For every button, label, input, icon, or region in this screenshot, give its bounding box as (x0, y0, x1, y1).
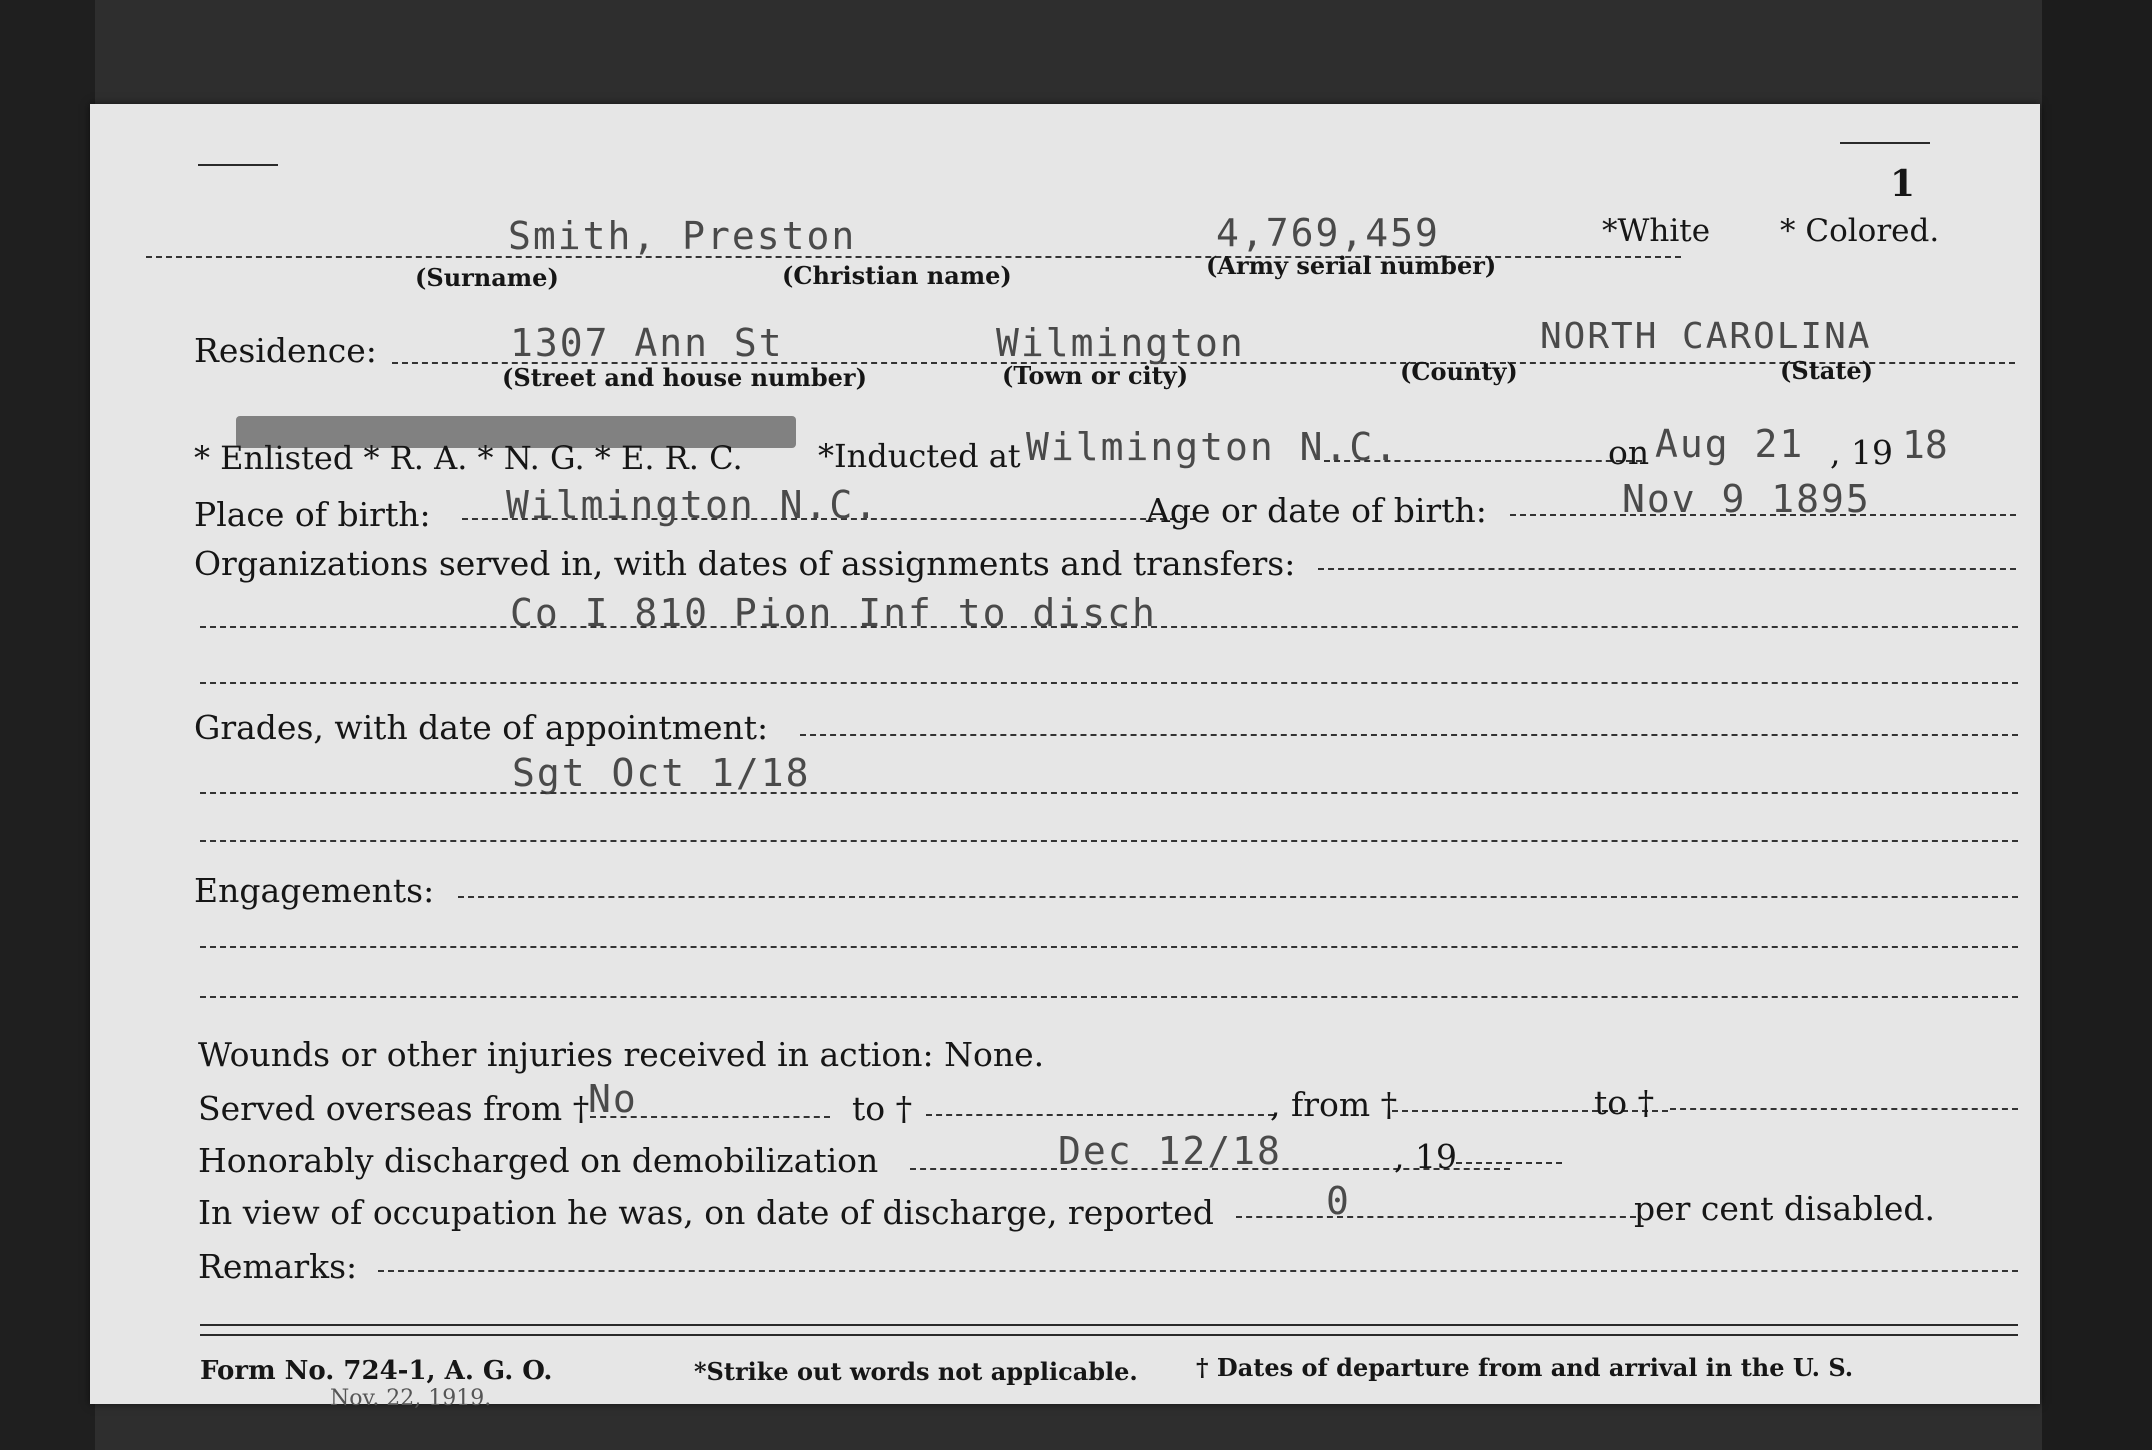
overseas-to2-line (1670, 1108, 2018, 1110)
induction-on-label: on (1608, 433, 1650, 472)
engagements-line-3 (200, 996, 2018, 998)
overseas-to2-label: to † (1594, 1083, 1655, 1122)
scan-border-right (2042, 0, 2152, 1450)
birthdate-value: Nov 9 1895 (1622, 477, 1871, 521)
discharge-year-label: , 19 (1394, 1137, 1457, 1176)
overseas-to-line (926, 1114, 1274, 1116)
organizations-line-3 (200, 682, 2018, 684)
induction-place-line (1324, 460, 1642, 462)
grades-line-2 (200, 792, 2018, 794)
grades-line-3 (200, 840, 2018, 842)
engagements-line-1 (458, 896, 2018, 898)
overseas-from-line (590, 1116, 830, 1118)
race-colored: * Colored. (1780, 213, 1940, 249)
serial-caption: (Army serial number) (1206, 251, 1497, 280)
grades-value: Sgt Oct 1/18 (512, 751, 811, 795)
birthdate-label: Age or date of birth: (1146, 491, 1487, 530)
race-white: *White (1602, 213, 1711, 249)
discharge-value: Dec 12/18 (1058, 1129, 1282, 1173)
discharge-year-line (1456, 1162, 1562, 1164)
organizations-label: Organizations served in, with dates of assignments and transfers: (194, 544, 1296, 583)
service-record-card (90, 104, 2040, 1411)
discharge-label: Honorably discharged on demobilization (198, 1141, 879, 1180)
corner-mark-left (198, 164, 278, 166)
surname-caption: (Surname) (415, 263, 559, 292)
birthplace-value: Wilmington N.C. (506, 483, 880, 527)
form-number: Form No. 724-1, A. G. O. (200, 1356, 553, 1386)
town-caption: (Town or city) (1002, 361, 1189, 390)
overseas-from-label: Served overseas from † (198, 1089, 590, 1128)
name-value: Smith, Preston (508, 214, 857, 258)
engagements-label: Engagements: (194, 871, 435, 910)
inducted-label: *Inducted at (818, 437, 1021, 475)
overseas-from-value: No (588, 1077, 638, 1121)
induction-year-prefix: , 19 (1830, 433, 1893, 472)
residence-town: Wilmington (996, 321, 1245, 365)
form-date: Nov. 22, 1919. (330, 1386, 492, 1411)
grades-label: Grades, with date of appointment: (194, 708, 769, 747)
residence-state: NORTH CAROLINA (1540, 316, 1872, 357)
induction-place: Wilmington N.C. (1026, 425, 1400, 469)
disability-value: 0 (1326, 1179, 1351, 1223)
footer-rule (200, 1334, 2018, 1336)
overseas-to-label: to † (852, 1089, 913, 1128)
remarks-line-2 (200, 1324, 2018, 1326)
organizations-line-2 (200, 626, 2018, 628)
remarks-line-1 (378, 1270, 2018, 1272)
disability-line (1236, 1216, 1636, 1218)
enlisted-options: * Enlisted * R. A. * N. G. * E. R. C. (194, 439, 743, 477)
county-caption: (County) (1400, 357, 1518, 386)
birthplace-label: Place of birth: (194, 495, 431, 534)
state-caption: (State) (1780, 356, 1874, 385)
serial-value: 4,769,459 (1216, 211, 1440, 255)
remarks-label: Remarks: (198, 1247, 358, 1286)
scan-border-left (0, 0, 95, 1450)
dates-note: † Dates of departure from and arrival in the U. S. (1196, 1353, 1854, 1382)
induction-date: Aug 21 (1655, 422, 1805, 466)
wounds-label: Wounds or other injuries received in action: None. (198, 1035, 1045, 1074)
christian-name-caption: (Christian name) (782, 261, 1012, 290)
engagements-line-2 (200, 946, 2018, 948)
strike-note: *Strike out words not applicable. (694, 1357, 1138, 1386)
overseas-from2-label: , from † (1270, 1085, 1398, 1124)
disability-suffix: per cent disabled. (1634, 1189, 1936, 1228)
card-number: 1 (1890, 163, 1916, 205)
grades-line-1 (800, 734, 2018, 736)
residence-street: 1307 Ann St (510, 321, 784, 365)
induction-year-suffix: 18 (1902, 423, 1948, 467)
residence-label: Residence: (194, 331, 377, 370)
organizations-line-1 (1318, 568, 2016, 570)
disability-label: In view of occupation he was, on date of discharge, reported (198, 1193, 1214, 1232)
corner-mark-right (1840, 142, 1930, 144)
street-caption: (Street and house number) (502, 363, 867, 392)
organizations-value: Co I 810 Pion Inf to disch (510, 591, 1157, 635)
